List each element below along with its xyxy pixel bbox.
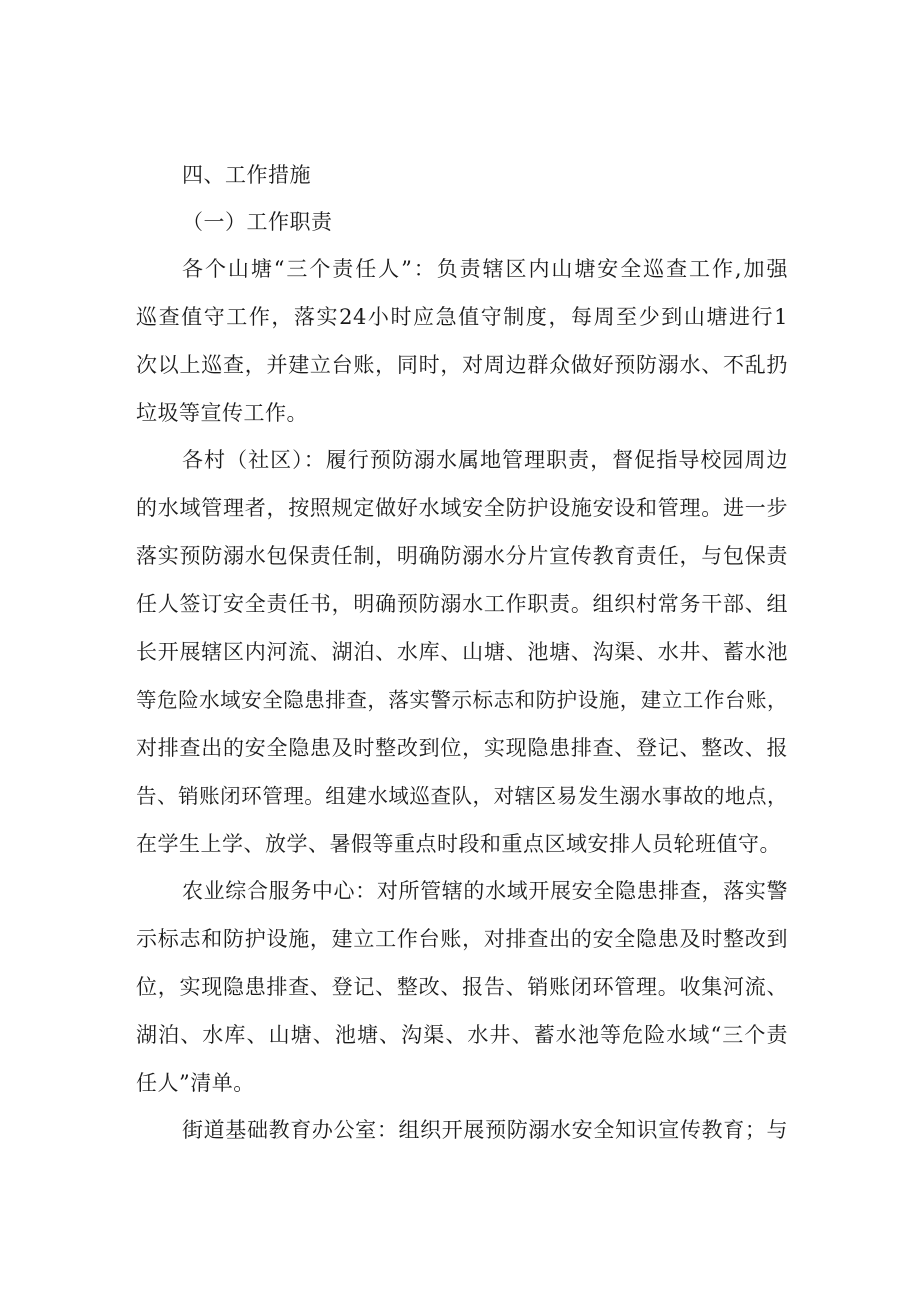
- subsection-heading: （一）工作职责: [182, 210, 333, 234]
- paragraph-1-line-4: 垃圾等宣传工作。: [136, 401, 308, 425]
- paragraph-3-line-1: 农业综合服务中心：对所管辖的水域开展安全隐患排查，落实警: [182, 879, 788, 903]
- paragraph-2-line-3: 落实预防溺水包保责任制，明确防溺水分片宣传教育责任，与包保责: [136, 544, 788, 568]
- paragraph-2-line-1: 各村（社区）：履行预防溺水属地管理职责，督促指导校园周边: [182, 448, 788, 472]
- paragraph-1-line-1: 各个山塘“三个责任人”：负责辖区内山塘安全巡查工作,加强: [182, 257, 788, 281]
- paragraph-2-line-2: 的水域管理者，按照规定做好水域安全防护设施安设和管理。进一步: [136, 496, 788, 520]
- paragraph-3-line-2: 示标志和防护设施，建立工作台账，对排查出的安全隐患及时整改到: [136, 927, 788, 951]
- paragraph-2-line-6: 等危险水域安全隐患排查，落实警示标志和防护设施，建立工作台账，: [136, 688, 788, 712]
- paragraph-2-line-4: 任人签订安全责任书，明确预防溺水工作职责。组织村常务干部、组: [136, 592, 788, 616]
- paragraph-4-line-1: 街道基础教育办公室：组织开展预防溺水安全知识宣传教育；与: [182, 1118, 788, 1142]
- paragraph-3-line-3: 位，实现隐患排查、登记、整改、报告、销账闭环管理。收集河流、: [136, 975, 788, 999]
- paragraph-1-line-3: 次以上巡查，并建立台账，同时，对周边群众做好预防溺水、不乱扔: [136, 353, 788, 377]
- paragraph-2-line-7: 对排查出的安全隐患及时整改到位，实现隐患排查、登记、整改、报: [136, 736, 788, 760]
- paragraph-1-line-2: 巡查值守工作，落实24小时应急值守制度，每周至少到山塘进行1: [136, 305, 788, 329]
- paragraph-3-line-5: 任人”清单。: [136, 1071, 255, 1095]
- paragraph-2-line-5: 长开展辖区内河流、湖泊、水库、山塘、池塘、沟渠、水井、蓄水池: [136, 640, 788, 664]
- paragraph-2-line-8: 告、销账闭环管理。组建水域巡查队，对辖区易发生溺水事故的地点，: [136, 784, 788, 808]
- paragraph-2-line-9: 在学生上学、放学、暑假等重点时段和重点区域安排人员轮班值守。: [136, 832, 781, 856]
- paragraph-3-line-4: 湖泊、水库、山塘、池塘、沟渠、水井、蓄水池等危险水域“三个责: [136, 1023, 788, 1047]
- section-heading: 四、工作措施: [182, 163, 311, 187]
